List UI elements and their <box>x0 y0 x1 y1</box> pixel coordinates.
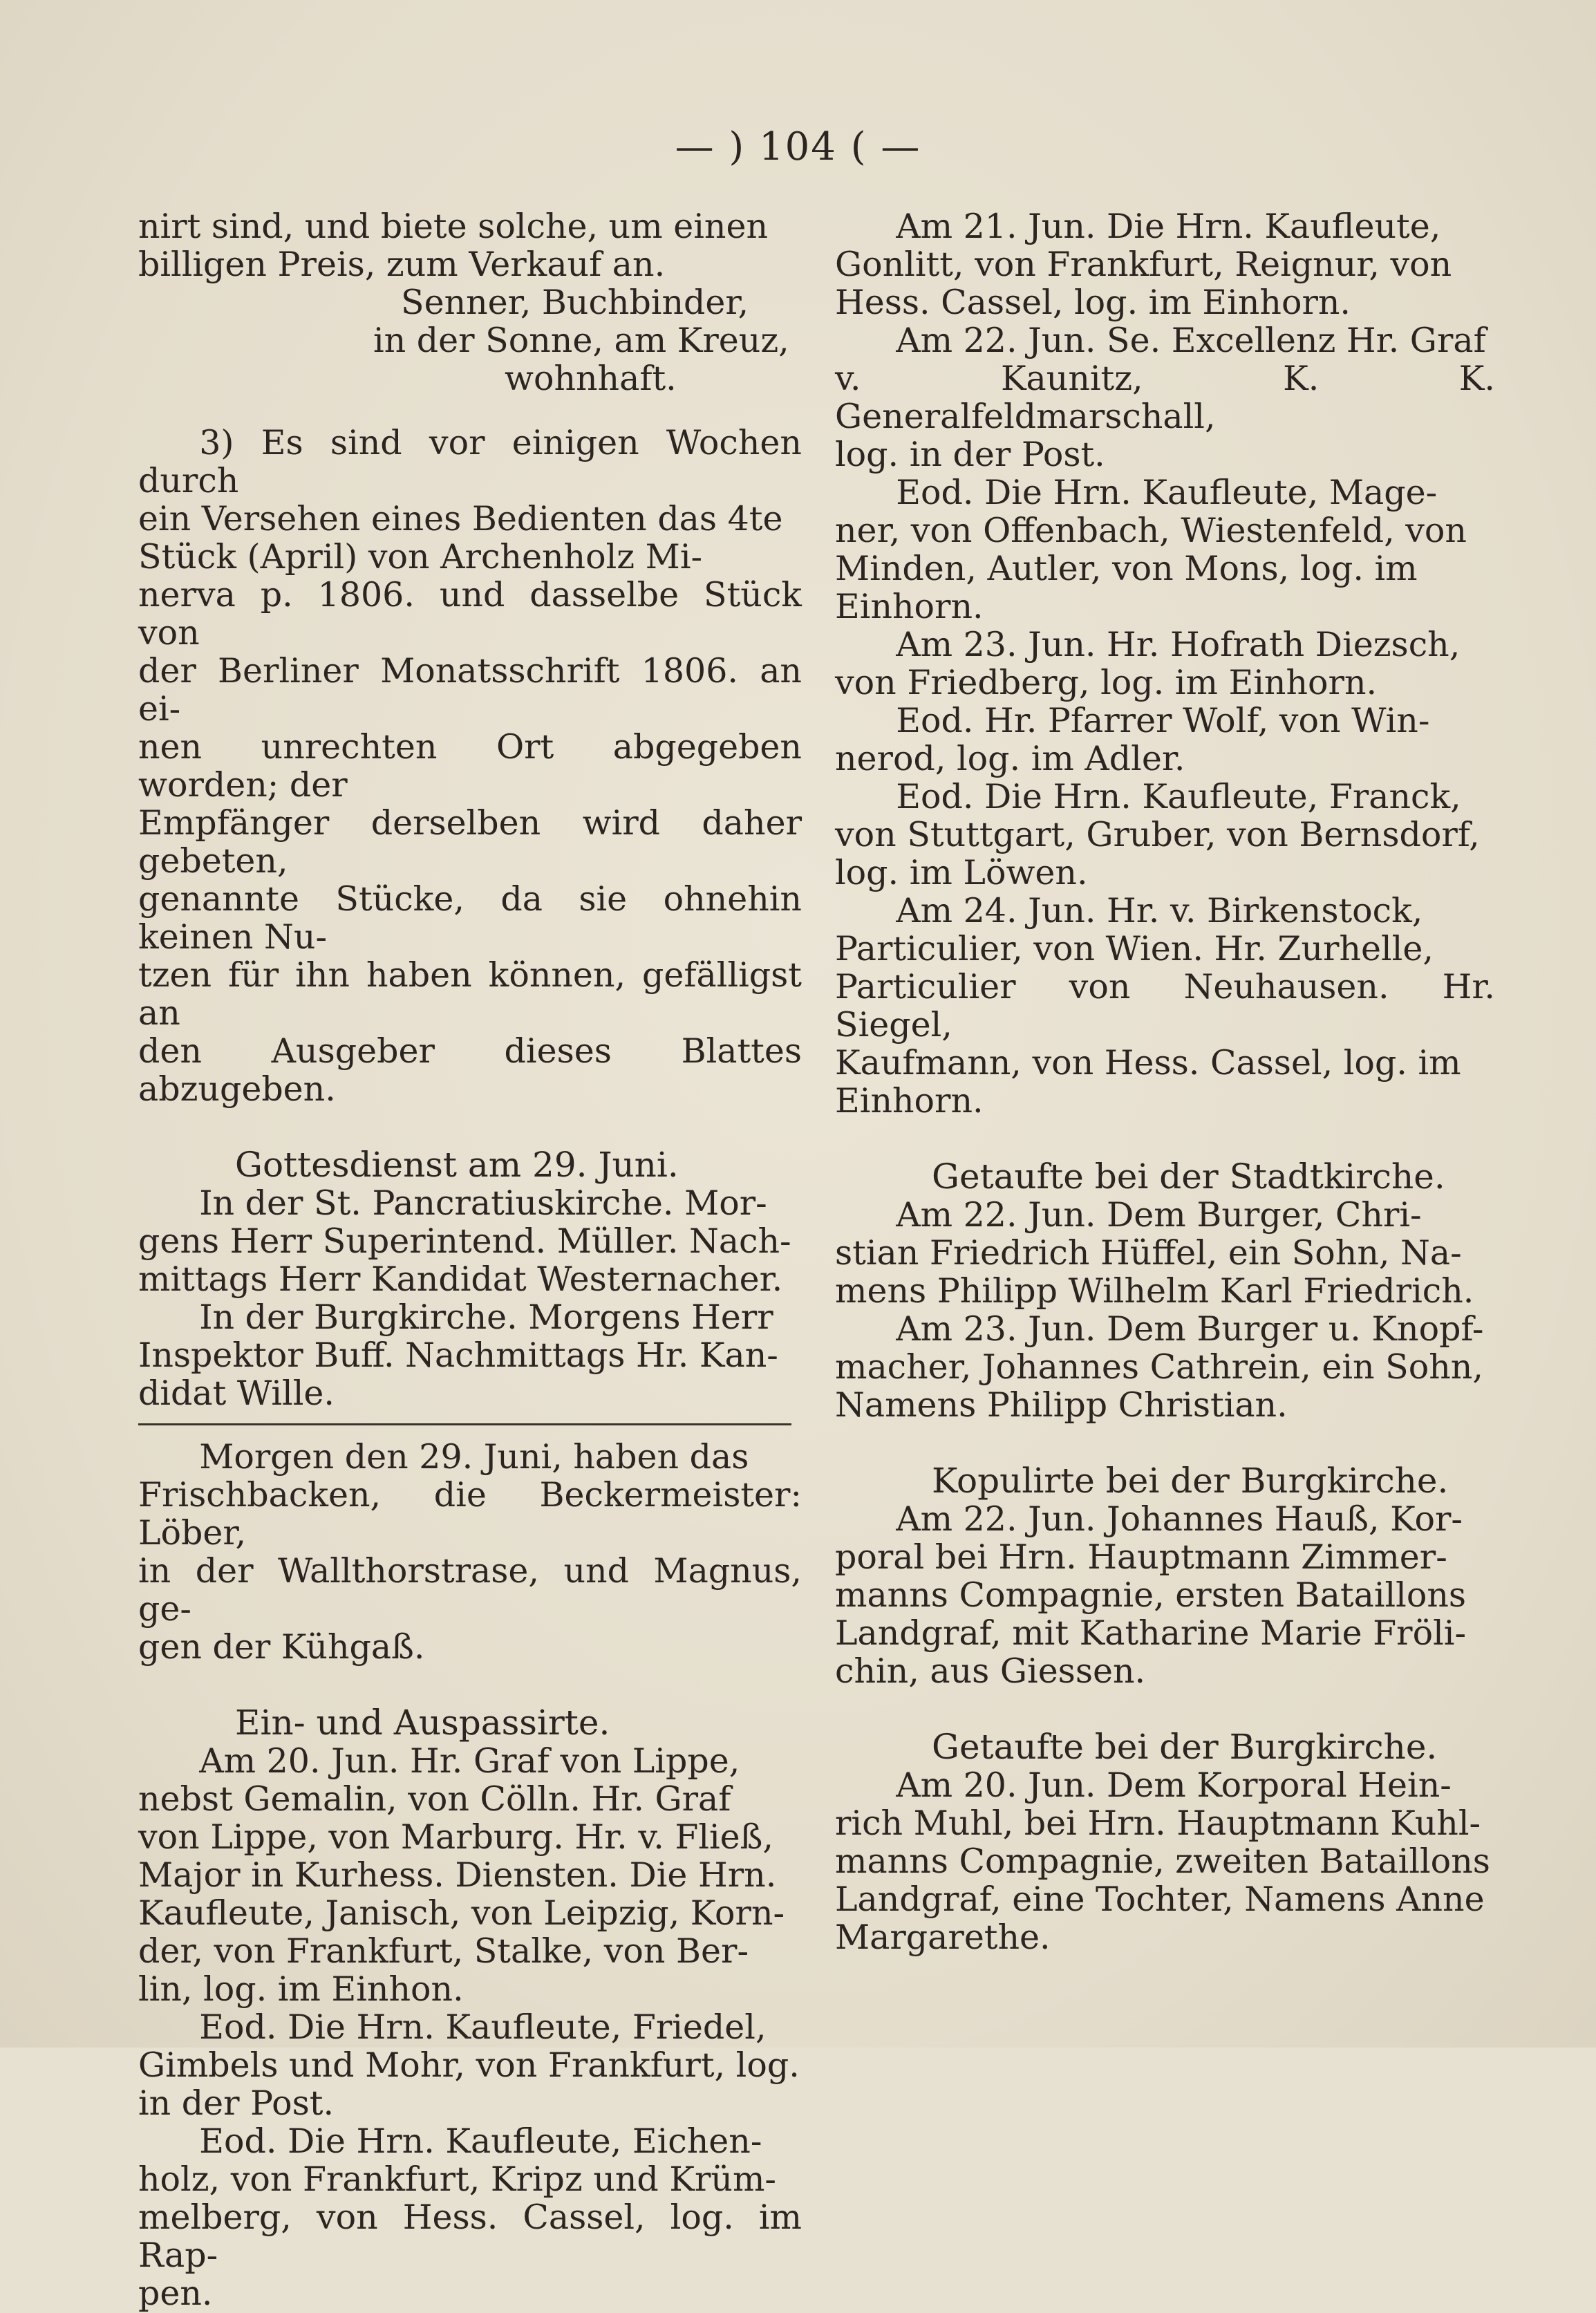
text-line: Particulier, von Wien. Hr. Zurhelle, <box>835 929 1434 968</box>
text-line: stian Friedrich Hüffel, ein Sohn, Na- <box>835 1233 1462 1273</box>
text-line: macher, Johannes Cathrein, ein Sohn, <box>835 1347 1483 1387</box>
text-line: Eod. Die Hrn. Kaufleute, Franck, <box>896 777 1461 816</box>
text-line: manns Compagnie, zweiten Bataillons <box>835 1842 1490 1881</box>
text-line: Am 20. Jun. Dem Korporal Hein- <box>896 1766 1452 1805</box>
text-line: Einhorn. <box>835 1081 984 1121</box>
section-heading-burgkirche: Getaufte bei der Burgkirche. <box>932 1727 1438 1767</box>
text-line: Gonlitt, von Frankfurt, Reignur, von <box>835 245 1452 284</box>
text-line: von Stuttgart, Gruber, von Bernsdorf, <box>835 815 1480 854</box>
text-line: Margarethe. <box>835 1918 1051 1957</box>
text-line: Stück (April) von Archenholz Mi- <box>138 537 703 577</box>
text-line: mittags Herr Kandidat Westernacher. <box>138 1259 783 1299</box>
text-line: In der St. Pancratiuskirche. Mor- <box>199 1183 767 1223</box>
text-line: billigen Preis, zum Verkauf an. <box>138 245 666 284</box>
text-line: Namens Philipp Christian. <box>835 1385 1288 1425</box>
text-line: Einhorn. <box>835 587 984 626</box>
text-line: lin, log. im Einhon. <box>138 1969 464 2009</box>
text-line: melberg, von Hess. Cassel, log. im Rap- <box>138 2198 802 2275</box>
text-line: genannte Stücke, da sie ohnehin keinen Nu- <box>138 879 802 957</box>
text-line: poral bei Hrn. Hauptmann Zimmer- <box>835 1537 1447 1577</box>
signature-line: Senner, Buchbinder, <box>401 283 749 322</box>
text-line: gens Herr Superintend. Müller. Nach- <box>138 1221 791 1261</box>
text-line: Am 21. Jun. Die Hrn. Kaufleute, <box>896 207 1441 246</box>
text-line: tzen für ihn haben können, gefälligst an <box>138 955 802 1033</box>
text-line: Major in Kurhess. Diensten. Die Hrn. <box>138 1855 777 1895</box>
text-line: Am 22. Jun. Se. Excellenz Hr. Graf <box>896 321 1486 360</box>
text-line: log. im Löwen. <box>835 853 1088 892</box>
text-line: Eod. Hr. Pfarrer Wolf, von Win- <box>896 701 1430 740</box>
text-line: Am 23. Jun. Hr. Hofrath Diezsch, <box>896 625 1461 664</box>
text-line: der Berliner Monatsschrift 1806. an ei- <box>138 651 802 729</box>
text-line: didat Wille. <box>138 1374 335 1413</box>
text-line: Am 23. Jun. Dem Burger u. Knopf- <box>896 1309 1484 1349</box>
text-line: Am 20. Jun. Hr. Graf von Lippe, <box>199 1741 740 1781</box>
left-column <box>138 207 802 2312</box>
text-line: der, von Frankfurt, Stalke, von Ber- <box>138 1931 749 1971</box>
text-line: Hess. Cassel, log. im Einhorn. <box>835 283 1351 322</box>
text-line: pen. <box>138 2274 213 2313</box>
text-line: gen der Kühgaß. <box>138 1627 425 1667</box>
text-line: Landgraf, eine Tochter, Namens Anne <box>835 1880 1485 1919</box>
text-line: Kaufleute, Janisch, von Leipzig, Korn- <box>138 1893 785 1933</box>
section-heading-stadtkirche: Getaufte bei der Stadtkirche. <box>932 1156 1445 1197</box>
text-line: Eod. Die Hrn. Kaufleute, Mage- <box>896 473 1438 512</box>
text-line: Particulier von Neuhausen. Hr. Siegel, <box>835 967 1495 1045</box>
text-line: von Lippe, von Marburg. Hr. v. Fließ, <box>138 1817 773 1857</box>
text-line: holz, von Frankfurt, Kripz und Krüm- <box>138 2160 776 2199</box>
text-line: log. in der Post. <box>835 435 1105 474</box>
text-line: v. Kaunitz, K. K. Generalfeldmarschall, <box>835 359 1495 436</box>
text-line: Am 22. Jun. Dem Burger, Chri- <box>896 1195 1422 1235</box>
text-line: Minden, Autler, von Mons, log. im <box>835 549 1418 588</box>
text-line: in der Wallthorstrase, und Magnus, ge- <box>138 1551 802 1629</box>
text-line: rich Muhl, bei Hrn. Hauptmann Kuhl- <box>835 1804 1481 1843</box>
right-column <box>835 207 1495 1956</box>
text-line: Eod. Die Hrn. Kaufleute, Friedel, <box>199 2007 767 2047</box>
text-line: nirt sind, und biete solche, um einen <box>138 207 769 246</box>
text-line: chin, aus Giessen. <box>835 1651 1146 1691</box>
text-line: nebst Gemalin, von Cölln. Hr. Graf <box>138 1779 731 1819</box>
text-line: Empfänger derselben wird daher gebeten, <box>138 803 802 881</box>
text-line: ner, von Offenbach, Wiestenfeld, von <box>835 511 1467 550</box>
page-number-header: — ) 104 ( — <box>675 124 921 169</box>
text-line: Landgraf, mit Katharine Marie Fröli- <box>835 1613 1467 1653</box>
text-line: Morgen den 29. Juni, haben das <box>199 1437 749 1477</box>
text-line: manns Compagnie, ersten Bataillons <box>835 1575 1467 1615</box>
text-line: Inspektor Buff. Nachmittags Hr. Kan- <box>138 1336 778 1375</box>
text-line: Am 22. Jun. Johannes Hauß, Kor- <box>896 1499 1463 1539</box>
text-line: nen unrechten Ort abgegeben worden; der <box>138 727 802 805</box>
text-line: nerva p. 1806. und dasselbe Stück von <box>138 575 802 653</box>
text-line: den Ausgeber dieses Blattes abzugeben. <box>138 1031 802 1109</box>
section-divider <box>138 1423 791 1425</box>
text-line: In der Burgkirche. Morgens Herr <box>199 1298 773 1337</box>
text-line: in der Post. <box>138 2083 335 2123</box>
signature-line: in der Sonne, am Kreuz, <box>373 321 789 360</box>
text-line: Eod. Die Hrn. Kaufleute, Eichen- <box>199 2122 762 2161</box>
text-line: 3) Es sind vor einigen Wochen durch <box>138 423 802 500</box>
text-line: Kaufmann, von Hess. Cassel, log. im <box>835 1043 1461 1083</box>
text-line: Gimbels und Mohr, von Frankfurt, log. <box>138 2045 800 2085</box>
section-heading-passirte: Ein- und Auspassirte. <box>235 1703 610 1743</box>
text-line: Frischbacken, die Beckermeister: Löber, <box>138 1475 802 1553</box>
text-line: Am 24. Jun. Hr. v. Birkenstock, <box>896 891 1423 930</box>
section-heading-kopulirte: Kopulirte bei der Burgkirche. <box>932 1461 1449 1501</box>
text-line: von Friedberg, log. im Einhorn. <box>835 663 1378 702</box>
text-line: nerod, log. im Adler. <box>835 739 1185 778</box>
signature-line: wohnhaft. <box>505 359 677 398</box>
text-line: mens Philipp Wilhelm Karl Friedrich. <box>835 1271 1474 1311</box>
section-heading-gottesdienst: Gottesdienst am 29. Juni. <box>235 1145 679 1185</box>
text-line: ein Versehen eines Bedienten das 4te <box>138 499 783 539</box>
